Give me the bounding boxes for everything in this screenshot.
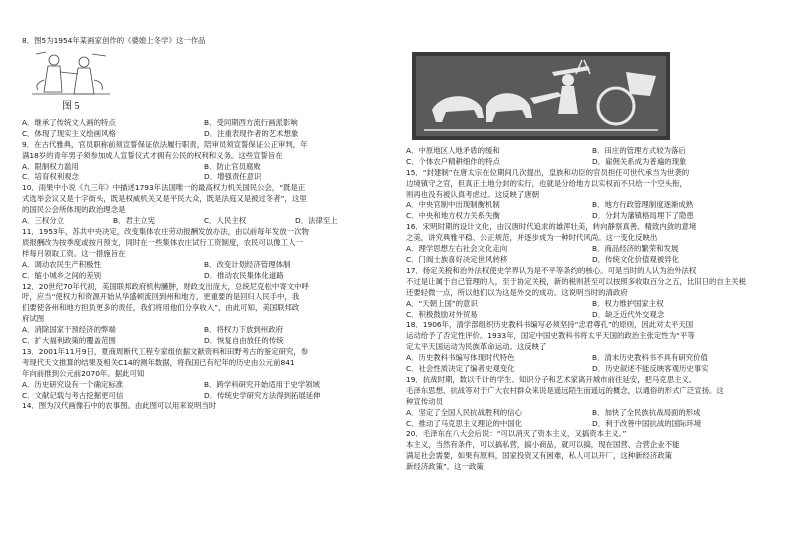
figure-5-sketch-icon bbox=[24, 50, 116, 100]
q8-option-d[interactable]: D．注重表现作者的艺术想象 bbox=[204, 128, 299, 138]
q15-options-row-1 bbox=[406, 200, 778, 211]
q11-options-row-2 bbox=[22, 271, 386, 282]
q16-options-row-2 bbox=[406, 255, 778, 266]
question-16-line-2: 之美，讲究典雅平稳、公正规范，并逐步成为一种时代风尚。这一变化反映出 bbox=[406, 233, 658, 243]
question-9-line-2: 满18岁的青年男子须参加成人宣誓仪式才拥有公民的权利和义务。这些宣誓旨在 bbox=[22, 150, 283, 160]
right-column bbox=[406, 52, 778, 473]
question-8: 8．图5为1954年某画家创作的《婆媳上冬学》这一作品 bbox=[22, 36, 206, 45]
q17-option-d[interactable]: D．缺乏近代外交观念 bbox=[592, 309, 665, 319]
question-14: 14．图为汉代画像石中的农事图。由此图可以用来说明当时 bbox=[22, 401, 217, 411]
q16-option-a[interactable]: A．理学思想左右社会文化走向 bbox=[406, 244, 508, 254]
q18-option-c[interactable]: C．社会性质决定了编者史观变化 bbox=[406, 364, 515, 374]
q14-options-row-1 bbox=[406, 146, 778, 157]
q19-option-d[interactable]: D．利于改善中国抗战的国际环境 bbox=[592, 418, 702, 428]
q8-options-row-1 bbox=[22, 118, 386, 129]
q15-options-row-2 bbox=[406, 211, 778, 222]
q8-option-c[interactable]: C．体现了现实主义绘画风格 bbox=[22, 128, 116, 138]
question-12-line-2: 吁，应当“使权力和资源开始从华盛顿流回到州和地方，更重要的是回归人民手中，我 bbox=[22, 292, 300, 302]
q13-option-a[interactable]: A．历史研究设有一个确定标准 bbox=[22, 379, 124, 389]
q14-option-d[interactable]: D．雇佣关系成为普遍的现象 bbox=[592, 156, 687, 166]
q10-option-c[interactable]: C．人民主权 bbox=[204, 216, 247, 226]
question-12-line-4: 府试图 bbox=[22, 314, 45, 324]
q18-options-row-2 bbox=[406, 364, 778, 375]
q18-options-row-1 bbox=[406, 353, 778, 364]
q19-options-row-1 bbox=[406, 408, 778, 419]
q12-option-a[interactable]: A．消除国家干预经济的弊端 bbox=[22, 325, 116, 335]
q14-options-row-2 bbox=[406, 157, 778, 168]
han-stone-relief-farming-icon bbox=[412, 52, 670, 140]
q14-option-c[interactable]: C．个体农户精耕细作的特点 bbox=[406, 156, 500, 166]
q10-option-d[interactable]: D．法律至上 bbox=[295, 216, 338, 226]
figure-5 bbox=[24, 50, 116, 116]
q18-option-d[interactable]: D．历史叙述不能反映客观历史事实 bbox=[592, 364, 709, 374]
question-20-line-4: 新经济政策”。这一政策 bbox=[406, 462, 484, 472]
q8-options-row-2 bbox=[22, 129, 386, 140]
question-11-line-3: 样每月领取工资。这一措施旨在 bbox=[22, 248, 126, 258]
q14-option-a[interactable]: A．中原地区人地矛盾的缓和 bbox=[406, 145, 500, 155]
q16-option-c[interactable]: C．门阀士族喜好决定世风转移 bbox=[406, 254, 508, 264]
q8-option-a[interactable]: A．继承了传统文人画的特点 bbox=[22, 117, 116, 127]
q16-options-row-1 bbox=[406, 244, 778, 255]
question-15-line-2: 边境镇守之官，但真正土地分封的实行，也就是分给地方以实权而不只给一个空头衔， bbox=[406, 178, 687, 188]
q15-option-a[interactable]: A．中央官制中出现制衡机制 bbox=[406, 200, 500, 210]
question-11-line-2: 质报酬改为按季度或按月预支，同时在一些集体农庄试行工资制度，农民可以像工人一 bbox=[22, 237, 303, 247]
question-20-line-3: 满足社会需要，如果有原料，国家投资又有困难，私人可以开厂，这种新经济政策 bbox=[406, 451, 673, 461]
q12-option-b[interactable]: B．将权力下放到州政府 bbox=[204, 325, 283, 335]
question-16-line-1: 16．宋明时期的设计文化，由汉唐时代追求的雄浑壮美，转向静察真善、精致内敛的意境 bbox=[406, 222, 697, 232]
q8-option-b[interactable]: B．受同期西方流行画派影响 bbox=[204, 117, 298, 127]
question-18-line-3: 定太平天国运动为民族革命运动。这反映了 bbox=[406, 342, 547, 352]
question-12-line-3: 们要使各州和地方担负更多的责任，我们将用他们分享收入”，由此可知，美国联邦政 bbox=[22, 303, 300, 313]
question-13-line-1: 13．2001年11月9日，夏商周断代工程专家组依据文献资料和田野考古的鉴定研究，参 bbox=[22, 346, 309, 356]
question-10-line-1: 10．雨果中小说《九三年》中描述1793年法国唯一的最高权力机关国民公会，“既是正 bbox=[22, 183, 306, 193]
q10-option-b[interactable]: B．君主立宪 bbox=[113, 216, 156, 226]
q13-options-row-2 bbox=[22, 391, 386, 402]
q11-option-b[interactable]: B．改变计划经济管理体制 bbox=[204, 259, 291, 269]
q9-option-b[interactable]: B．防止官员腐败 bbox=[204, 161, 261, 171]
q9-options-row-2 bbox=[22, 172, 386, 183]
q13-option-b[interactable]: B．跨学科研究开始适用于史学领域 bbox=[204, 379, 320, 389]
q17-option-a[interactable]: A．“天朝上国”的意识 bbox=[406, 298, 478, 308]
question-17-line-1: 17．扬定关税和治外法权使史学界认为是不平等条约的核心。可是当时的人认为治外法权 bbox=[406, 265, 697, 275]
q11-options-row-1 bbox=[22, 260, 386, 271]
question-10-line-3: 的国民公会所体现的政治理念是 bbox=[22, 205, 126, 215]
q12-options-row-1 bbox=[22, 325, 386, 336]
q16-option-b[interactable]: B．商品经济的繁荣和发展 bbox=[592, 244, 679, 254]
q19-option-a[interactable]: A．坚定了全国人民抗战胜利的信心 bbox=[406, 407, 522, 417]
q11-option-c[interactable]: C．缩小城乡之间的差别 bbox=[22, 270, 102, 280]
q10-option-a[interactable]: A．三权分立 bbox=[22, 216, 65, 226]
question-18-line-1: 18．1906年，清学部组织历史教科书编写必须坚持“忠君尊孔”的原则，因此对太平天国 bbox=[406, 320, 694, 330]
q12-option-c[interactable]: C．扩大福利政策的覆盖范围 bbox=[22, 336, 116, 346]
question-10-line-2: 式选举会议又是十字街头，既是权威机关又是平民大众，既是法庭又是被过冬者”，这里 bbox=[22, 194, 307, 204]
q9-option-a[interactable]: A．限制权力滥用 bbox=[22, 161, 79, 171]
q16-option-d[interactable]: D．传统文化价值观被异化 bbox=[592, 254, 679, 264]
question-19-line-2: 毛泽东思想、抗战等对于广大农村群众来说是遥远陌生而遥远的概念，以通俗的形式广泛宣扬。这 bbox=[406, 385, 724, 395]
question-15-line-1: 15．“封建制”在唐太宗在位期间几次提出，皇族和功臣的官员担任可世代承当为世袭的 bbox=[406, 167, 690, 177]
q11-option-a[interactable]: A．调动农民生产积极性 bbox=[22, 259, 101, 269]
q9-option-d[interactable]: D．增强责任意识 bbox=[204, 172, 262, 182]
q15-option-b[interactable]: B．地方行政管理制度逐渐成熟 bbox=[592, 200, 694, 210]
question-19-line-1: 19．抗战时期，数以千计的学生、知识分子和艺术家离开城市前往延安，把马克思主义、 bbox=[406, 374, 697, 384]
q14-option-b[interactable]: B．田庄的管理方式较为落后 bbox=[592, 145, 686, 155]
figure-5-caption: 图 5 bbox=[62, 100, 80, 112]
question-18-line-2: 运动给予了否定性评价。1933年，国定中国史教科书将太平天国的政治主张定性为“平等 bbox=[406, 331, 695, 341]
q15-option-d[interactable]: D．分封为藩镇格局埋下了隐患 bbox=[592, 211, 694, 221]
question-17-line-3: 还要轻微一点，所以他们以为这是外交的成功。这说明当时的清政府 bbox=[406, 287, 628, 297]
q17-options-row-2 bbox=[406, 310, 778, 321]
q13-options-row-1 bbox=[22, 380, 386, 391]
q19-options-row-2 bbox=[406, 419, 778, 430]
q13-option-d[interactable]: D．传统史学研究方法得到拓展延伸 bbox=[204, 390, 321, 400]
question-20-line-2: 本主义，当然有条件，可以搞私营，搞小商品，就可以搞，现在国营、合营企业不能 bbox=[406, 440, 680, 450]
q18-option-a[interactable]: A．历史教科书编写体现时代特色 bbox=[406, 353, 515, 363]
q12-option-d[interactable]: D．恢复自由放任的传统 bbox=[204, 336, 284, 346]
q11-option-d[interactable]: D．推动农民集体化道路 bbox=[204, 270, 284, 280]
question-12-line-1: 12．20世纪70年代初，美国联邦政府机构臃肿，财政支出庞大，总统尼克松中寄文中呼 bbox=[22, 281, 309, 291]
question-9-line-1: 9．在古代雅典，官员职称前须宣誓保证依法履行职责，陪审员须宣誓保证公正审判，年 bbox=[22, 139, 308, 149]
q19-option-c[interactable]: C．推动了马克思主义理论的中国化 bbox=[406, 418, 523, 428]
question-15-line-3: 则再也没有被认真考虑过。这反映了唐朝 bbox=[406, 189, 540, 199]
q10-options-row bbox=[22, 216, 386, 227]
q15-option-c[interactable]: C．中央和地方权力关系失衡 bbox=[406, 211, 500, 221]
question-11-line-1: 11．1953年，苏共中央决定，改变集体农庄劳动报酬发放办法，由以前每年发放一次物 bbox=[22, 226, 309, 236]
q9-option-c[interactable]: C．培育权利观念 bbox=[22, 172, 79, 182]
q17-option-c[interactable]: C．积极鼓励对外贸易 bbox=[406, 309, 478, 319]
q18-option-b[interactable]: B．清末历史教科书不具有研究价值 bbox=[592, 353, 708, 363]
question-13-line-3: 年向前推到公元前2070年。据此可知 bbox=[22, 368, 145, 378]
q17-options-row-1 bbox=[406, 299, 778, 310]
question-19-line-3: 种宣传动员 bbox=[406, 396, 443, 406]
q13-option-c[interactable]: C．文献记载与考古挖掘更可信 bbox=[22, 390, 124, 400]
q19-option-b[interactable]: B．加快了全民族抗战局面的形成 bbox=[592, 407, 701, 417]
question-13-line-2: 考现代天文推算的结果及相关C14的测年数据，将我国已有纪年的历史由公元前841 bbox=[22, 357, 295, 367]
q12-options-row-2 bbox=[22, 336, 386, 347]
q9-options-row-1 bbox=[22, 162, 386, 173]
left-column bbox=[22, 36, 386, 412]
question-20-line-1: 20．毛泽东在八大会后说：“可以消灭了资本主义，又搞资本主义。” bbox=[406, 429, 627, 439]
q17-option-b[interactable]: B．权力维护国家主权 bbox=[592, 298, 664, 308]
question-17-line-2: 不过是让属于自己管理的人，至于协定关税，新的税则甚至可以按照多收取百分之五，比旧日的自主关税 bbox=[406, 276, 746, 286]
